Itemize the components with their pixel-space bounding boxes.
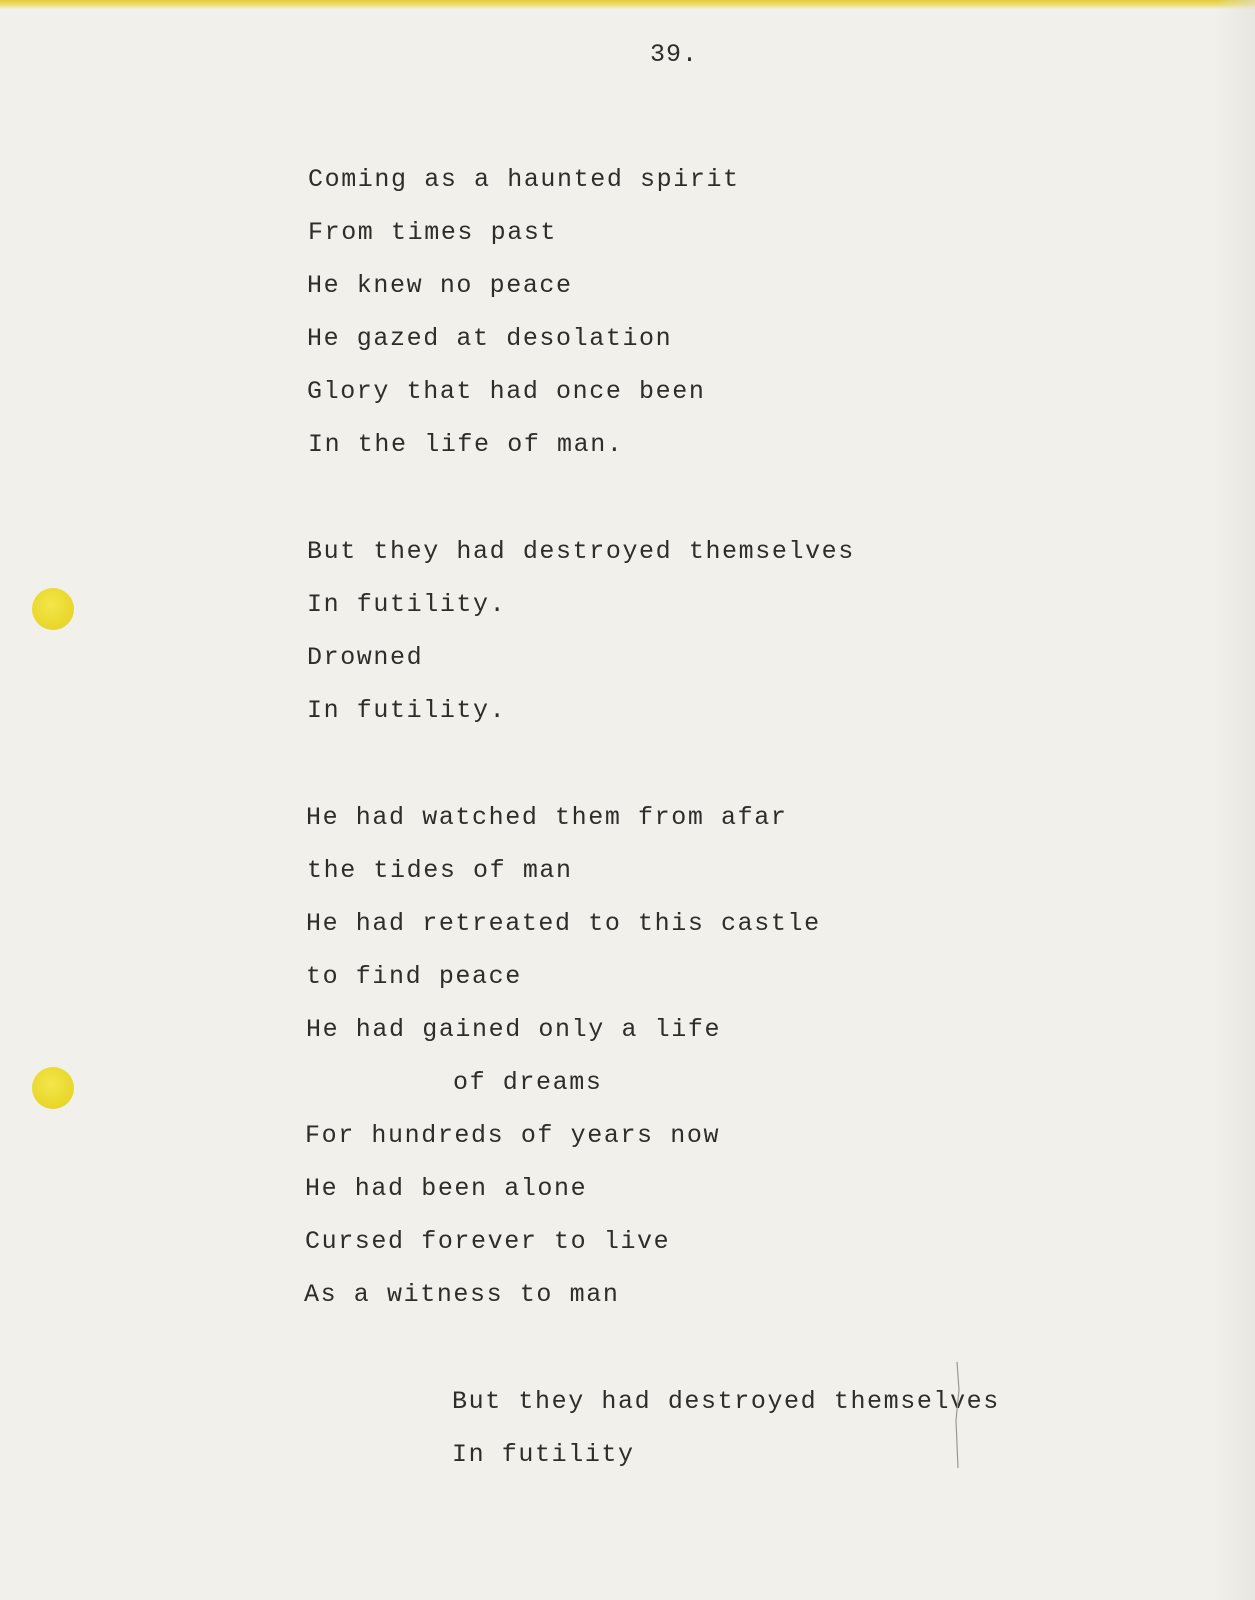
- poem-line: He had gained only a life: [306, 1015, 722, 1044]
- poem-line: But they had destroyed themselves: [452, 1387, 1000, 1416]
- poem-line: the tides of man: [307, 856, 573, 885]
- poem-line: He gazed at desolation: [307, 324, 673, 353]
- page-number: 39.: [650, 40, 699, 69]
- poem-line: In futility.: [307, 696, 507, 725]
- poem-line: From times past: [308, 218, 558, 247]
- poem-line: He knew no peace: [307, 271, 573, 300]
- poem-line: He had watched them from afar: [306, 803, 788, 832]
- poem-line: Cursed forever to live: [305, 1227, 671, 1256]
- punch-hole-lower: [32, 1067, 74, 1109]
- page-edge-shadow: [1215, 0, 1255, 1600]
- poem-line: In futility.: [307, 590, 507, 619]
- poem-line: Glory that had once been: [307, 377, 706, 406]
- pencil-mark: [952, 1360, 962, 1470]
- binder-top-edge: [0, 0, 1255, 9]
- poem-line: Drowned: [307, 643, 424, 672]
- poem-line: to find peace: [306, 962, 522, 991]
- poem-line: For hundreds of years now: [305, 1121, 721, 1150]
- poem-line: He had been alone: [305, 1174, 588, 1203]
- poem-line: of dreams: [453, 1068, 603, 1097]
- punch-hole-upper: [32, 588, 74, 630]
- poem-line: In futility: [452, 1440, 635, 1469]
- poem-line: He had retreated to this castle: [306, 909, 821, 938]
- poem-line: But they had destroyed themselves: [307, 537, 855, 566]
- poem-line: Coming as a haunted spirit: [308, 165, 740, 194]
- poem-line: In the life of man.: [308, 430, 624, 459]
- poem-line: As a witness to man: [304, 1280, 620, 1309]
